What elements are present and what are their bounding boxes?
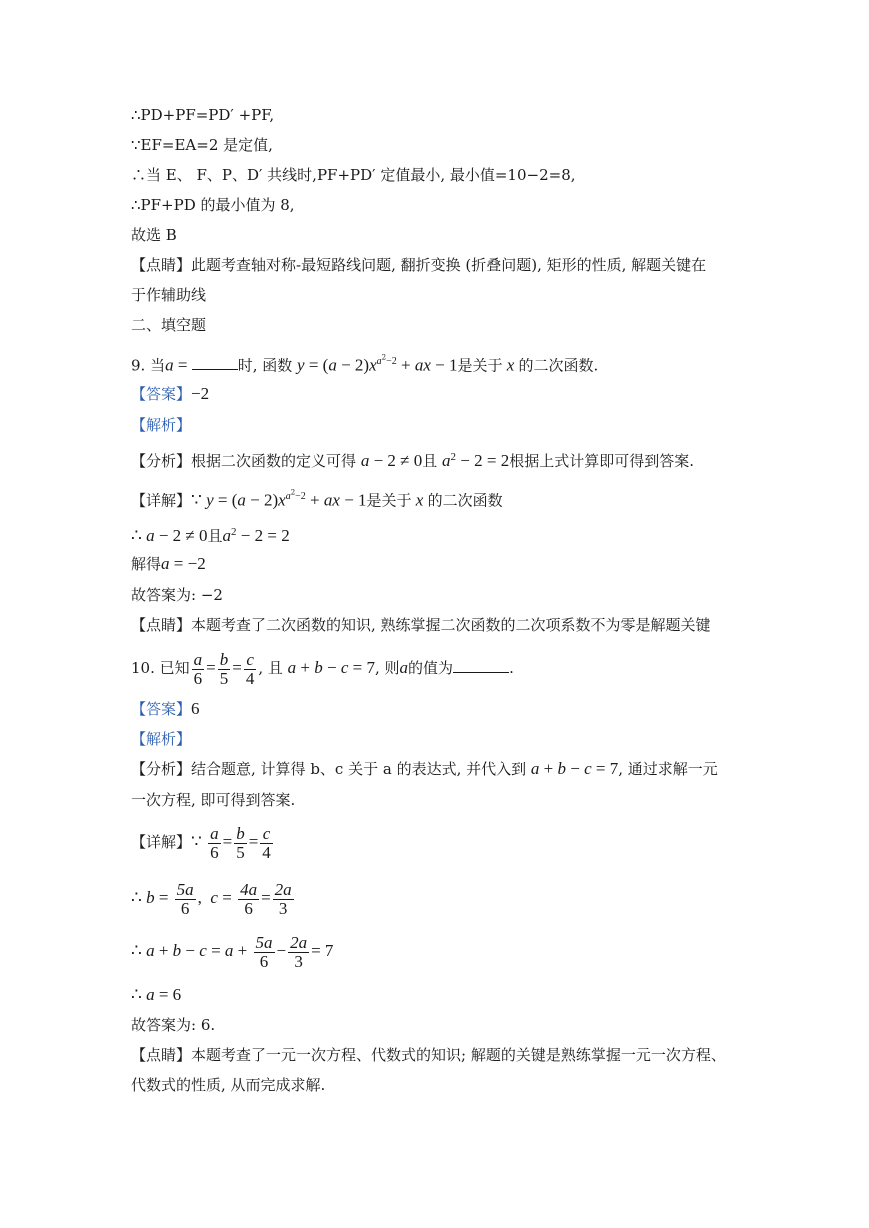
proof-line-1: ∴PD+PF=PD′ +PF, bbox=[131, 106, 275, 124]
question-number: 10. bbox=[131, 659, 155, 677]
answer-blank bbox=[192, 355, 238, 370]
detail-line: 【详解】∵ $y = (a - 2)x^{a^2-2}$ + ax − 1是关于 x 的二次函数 bbox=[131, 489, 503, 510]
proof-line-3: ∴当 E、 F、P、D′ 共线时,PF+PD′ 定值最小, 最小值=10−2=8, bbox=[131, 166, 576, 184]
final-answer: 故答案为: 6. bbox=[131, 1016, 216, 1034]
analysis-label: 【分析】 bbox=[131, 452, 192, 470]
answer-blank bbox=[453, 658, 509, 673]
analysis-line-2: 一次方程, 即可得到答案. bbox=[131, 791, 296, 809]
final-answer: 故答案为: −2 bbox=[131, 586, 223, 604]
detail-label: 【详解】 bbox=[131, 491, 192, 510]
proof-line-4: ∴PF+PD 的最小值为 8, bbox=[131, 196, 295, 214]
analysis-line: 【分析】根据二次函数的定义可得 a − 2 ≠ 0且 $a^2 - 2 = 2$根据上式计算即可得到答案. bbox=[131, 451, 694, 470]
analysis-tag: 【解析】 bbox=[131, 416, 192, 434]
answer-value: −2 bbox=[191, 384, 210, 403]
comment-line bbox=[131, 255, 706, 275]
question-10: 10. 已知 $\frac{a}{6}$ = $\frac{b}{5}$ = $\frac{c}{4}$ , 且 a + b − c = 7, 则a的值为 . bbox=[131, 649, 514, 688]
proof-line-2: ∵EF=EA=2 是定值, bbox=[131, 136, 273, 154]
solve-line: ∴ a = 6 bbox=[131, 985, 182, 1004]
answer-tag: 【答案】 bbox=[131, 385, 192, 403]
question-text: 当 bbox=[150, 356, 166, 375]
step-line: ∴ a − 2 ≠ 0且$a^2 - 2 = 2$ bbox=[131, 526, 290, 545]
comment-line-2: 于作辅助线 bbox=[131, 286, 207, 304]
comment-line-q9: 【点睛】本题考查了二次函数的知识, 熟练掌握二次函数的二次项系数不为零是解题关键 bbox=[131, 616, 711, 634]
step-line: ∴ b = $\frac{5a}{6}$ , c = $\frac{4a}{6}$ = $\frac{2a}{3}$ bbox=[131, 879, 292, 918]
answer-line bbox=[131, 384, 209, 404]
detail-line: 【详解】∵ $\frac{a}{6}$ = $\frac{b}{5}$ = $\frac{c}{4}$ bbox=[131, 823, 271, 862]
solve-line: 解得a = −2 bbox=[131, 554, 206, 573]
comment-line-q10-2: 代数式的性质, 从而完成求解. bbox=[131, 1076, 326, 1094]
question-9: 9. 当a = 时, 函数 $y = (a - 2)x^{a^2-2}$ + ax − 1是关于 x 的二次函数. bbox=[131, 354, 599, 375]
comment-tag: 【点睛】 bbox=[131, 256, 192, 274]
answer-line: 【答案】6 bbox=[131, 699, 200, 718]
analysis-line: 【分析】结合题意, 计算得 b、c 关于 a 的表达式, 并代入到 a + b − c = 7, 通过求解一元 bbox=[131, 759, 718, 778]
comment-line-q10: 【点睛】本题考查了一元一次方程、代数式的知识; 解题的关键是熟练掌握一元一次方程、 bbox=[131, 1046, 726, 1064]
section-heading: 二、填空题 bbox=[131, 316, 207, 334]
question-number: 9. bbox=[131, 356, 146, 375]
analysis-tag: 【解析】 bbox=[131, 730, 192, 748]
comment-text: 此题考查轴对称-最短路线问题, 翻折变换 (折叠问题), 矩形的性质, 解题关键在 bbox=[191, 256, 707, 274]
step-line-2: ∴ a + b − c = a + $\frac{5a}{6}$ − $\frac{2a}{3}$ = 7 bbox=[131, 932, 334, 971]
proof-line-5: 故选 B bbox=[131, 226, 177, 244]
